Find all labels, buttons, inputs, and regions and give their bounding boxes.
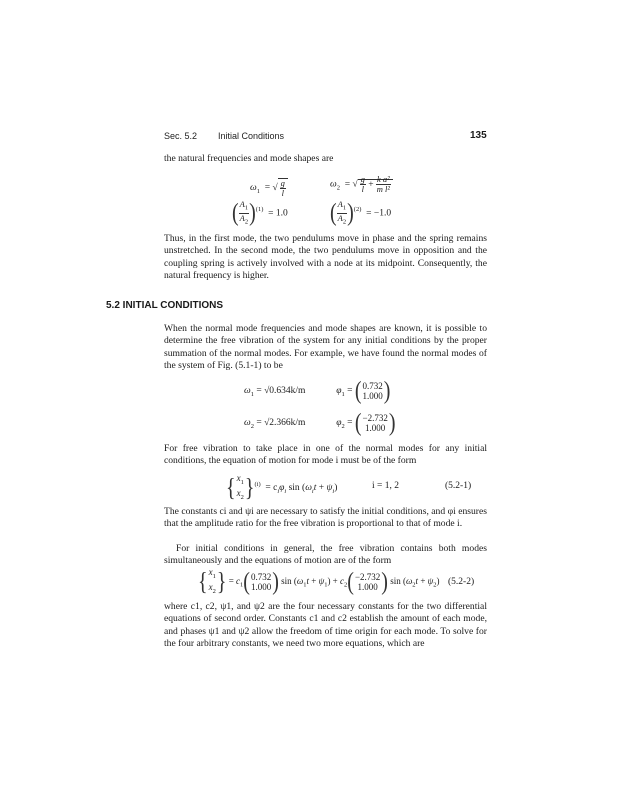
phi2-top: −2.732: [362, 413, 388, 423]
page-number: 135: [470, 130, 487, 141]
eq521-rhs: = c: [265, 482, 278, 493]
running-head-title: Initial Conditions: [218, 131, 285, 141]
eq522-label: (5.2-2): [448, 577, 475, 587]
omega2-symbol: ω: [330, 179, 337, 190]
running-head-section: Sec. 5.2: [164, 131, 198, 141]
phi2-bottom: 1.000: [365, 423, 386, 433]
eq522-mode2-top: −2.732: [354, 571, 381, 582]
omega2-root: $\frac{g}{l}$ + $\frac{\text{k a²}}{\text{m l²}}$: [358, 179, 393, 190]
phi1-top: 0.732: [362, 381, 383, 391]
ic-paragraph-4: For initial conditions in general, the free vibration contains both modes simultaneously and the equations of motion are of the form: [164, 543, 487, 567]
ratio1-value: 1.0: [275, 208, 288, 219]
phi1-bottom: 1.000: [362, 391, 383, 401]
omega2-a-den: l: [361, 184, 364, 194]
omega2-b-den: m l²: [376, 184, 390, 194]
eq522-mode1-bottom: 1.000: [250, 581, 272, 592]
eq522-mode2-bottom: 1.000: [357, 581, 378, 592]
omega1-root: [278, 178, 288, 198]
omega2-equation: $\omega_2$ = √ $\frac{g}{l}$ + $\frac{\text{k a²}}{\text{m l²}}$: [330, 175, 393, 194]
omega1-num: g: [280, 178, 285, 188]
ratio1-sup: (1): [255, 206, 264, 214]
ic-paragraph-2: For free vibration to take place in one of the normal modes for any initial conditions, the equation of motion for mode i must be of the form: [164, 443, 487, 467]
ratio2-equation: ( $\frac{A_1}{A_2}$ ) $^{(2)}$ = −1.0: [330, 199, 392, 227]
eq521-label: (5.2-1): [445, 481, 472, 491]
ic-paragraph-5: where c1, c2, ψ1, and ψ2 are the four necessary constants for the two differential equations of second order. Constants c1 and c2 establish the amount of each mode, and phases ψ1 and ψ2 allow the freedom of time origin for each mode. To solve for the four arbitrary constants, we need two more equations, which are: [164, 601, 487, 650]
normal-mode-2: $\omega_2 = √2.366k/m$ $\varphi_2$ = ( −2.732 1.000 ): [244, 409, 396, 437]
normal-mode-1-freq: √0.634k/m: [264, 386, 306, 397]
ratio1-equation: ( $\frac{A_1}{A_2}$ ) $^{(1)}$ = 1.0: [232, 199, 288, 227]
normal-mode-2-freq: √2.366k/m: [264, 418, 306, 429]
eq522-mode1-top: 0.732: [250, 571, 272, 582]
ratio2-value: −1.0: [373, 208, 392, 219]
omega1-equation: $\omega_1$ = √ $\frac{g}{l}$: [250, 178, 288, 198]
eq521-sup: (i): [254, 480, 261, 488]
omega1-den: l: [281, 188, 284, 198]
normal-mode-1: $\omega_1 = √0.634k/m$ $\varphi_1$ = ( 0.732 1.000 ): [244, 377, 391, 405]
omega2-a-num: g: [360, 174, 365, 184]
section-heading: 5.2 INITIAL CONDITIONS: [106, 300, 224, 311]
omega2-b-num: k a²: [377, 174, 390, 184]
eq521-index: i = 1, 2: [372, 481, 399, 491]
ic-paragraph-3: The constants ci and ψi are necessary to satisfy the initial conditions, and φi ensures that the amplitude ratio for the free vibration is proportional to that of mode i.: [164, 506, 487, 530]
omega2-sub: 2: [336, 184, 340, 192]
ic-paragraph-1: When the normal mode frequencies and mode shapes are known, it is possible to determine the free vibration of the system for any initial conditions by the proper summation of the normal modes. For example, we have found the normal modes of the system of Fig. (5.1-1) to be: [164, 323, 487, 372]
omega1-symbol: ω: [250, 183, 257, 194]
ratio2-sup: (2): [353, 206, 362, 214]
equation-5-2-2: { $x_1$ $x_2$ } = $c_1$ ( 0.732 1.000 ) $\sin (\omega_1t + \psi_1) + c_2$ ( −2.732 1.000 ) $\sin (\omega_2t + \psi_2)$: [198, 567, 440, 596]
omega1-sub: 1: [256, 188, 260, 196]
intro-line: the natural frequencies and mode shapes are: [164, 153, 334, 164]
equation-5-2-1: { $x_1$ $x_2$ } $^{(i)} = c_i\varphi_i$ $\sin (\omega_it + \psi_i)$: [226, 473, 338, 502]
modes-paragraph: Thus, in the first mode, the two pendulums move in phase and the spring remains unstretched. In the second mode, the two pendulums move in opposition and the coupling spring is actively involved with a node at its midpoint. Consequently, the natural frequency is higher.: [164, 233, 487, 282]
